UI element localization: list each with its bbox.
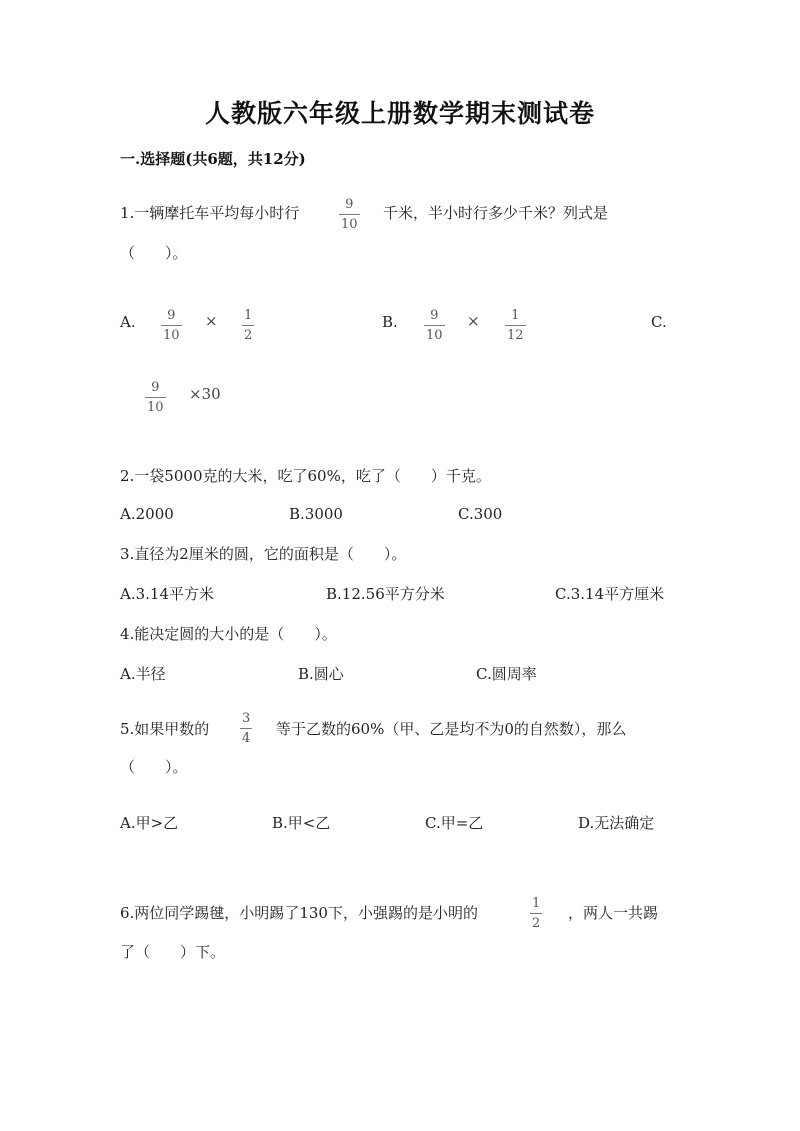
q1-option-b-label: B. bbox=[382, 313, 398, 331]
fraction-denominator: 10 bbox=[424, 325, 445, 342]
q6-text-after: ，两人一共踢 bbox=[568, 904, 659, 922]
q1-option-b-fraction-1 bbox=[424, 309, 445, 342]
fraction-denominator: 12 bbox=[505, 325, 526, 342]
q6-text-line2: 了（ ）下。 bbox=[120, 943, 226, 961]
q3-text: 3.直径为2厘米的圆，它的面积是（ ）。 bbox=[120, 545, 407, 563]
q4-option-b: B.圆心 bbox=[298, 665, 344, 683]
q1-option-c-rest: ×30 bbox=[189, 385, 221, 403]
q6-text-before: 6.两位同学踢毽，小明踢了130下，小强踢的是小明的 bbox=[120, 904, 478, 922]
q2-option-b: B.3000 bbox=[289, 505, 343, 523]
q1-option-a-label: A. bbox=[120, 313, 136, 331]
q5-option-d: D.无法确定 bbox=[578, 814, 655, 832]
q1-option-b-fraction-2 bbox=[505, 309, 526, 342]
q6-fraction-denominator: 2 bbox=[530, 913, 542, 930]
q2-text: 2.一袋5000克的大米，吃了60%，吃了（ ）千克。 bbox=[120, 467, 491, 485]
fraction-numerator: 1 bbox=[244, 308, 253, 323]
q1-text-after: 千米，半小时行多少千米？列式是 bbox=[383, 204, 609, 222]
q6-fraction bbox=[530, 897, 542, 930]
fraction-numerator: 9 bbox=[167, 308, 176, 323]
multiply-sign: × bbox=[205, 312, 218, 330]
q5-option-a: A.甲>乙 bbox=[120, 814, 179, 832]
q5-option-c: C.甲=乙 bbox=[425, 814, 484, 832]
q1-option-c-fraction bbox=[145, 381, 166, 414]
q3-option-b: B.12.56平方分米 bbox=[326, 585, 445, 603]
q2-option-c: C.300 bbox=[458, 505, 503, 523]
section-heading: 一.选择题(共6题，共12分) bbox=[120, 150, 306, 168]
fraction-denominator: 10 bbox=[161, 325, 182, 342]
q1-fraction-numerator: 9 bbox=[345, 197, 354, 212]
q5-fraction-numerator: 3 bbox=[242, 711, 251, 726]
fraction-denominator: 10 bbox=[145, 397, 166, 414]
q5-fraction-denominator: 4 bbox=[240, 728, 252, 745]
q4-text: 4.能决定圆的大小的是（ ）。 bbox=[120, 625, 337, 643]
q5-text-before: 5.如果甲数的 bbox=[120, 720, 210, 738]
q1-option-c-label: C. bbox=[651, 313, 667, 331]
page-title: 人教版六年级上册数学期末测试卷 bbox=[204, 99, 595, 128]
q5-text-after: 等于乙数的60%（甲、乙是均不为0的自然数），那么 bbox=[276, 720, 627, 738]
q5-blank: （ ）。 bbox=[120, 758, 188, 776]
q5-fraction bbox=[240, 712, 252, 745]
q1-fraction bbox=[339, 198, 360, 231]
fraction-denominator: 2 bbox=[242, 325, 254, 342]
q4-option-a: A.半径 bbox=[120, 665, 166, 683]
q1-option-a-fraction-1 bbox=[161, 309, 182, 342]
q2-option-a: A.2000 bbox=[120, 505, 174, 523]
q1-blank: （ ）。 bbox=[120, 244, 188, 262]
q3-option-a: A.3.14平方米 bbox=[120, 585, 214, 603]
q3-option-c: C.3.14平方厘米 bbox=[555, 585, 665, 603]
q4-option-c: C.圆周率 bbox=[476, 665, 537, 683]
q1-text-before: 1.一辆摩托车平均每小时行 bbox=[120, 204, 300, 222]
q6-fraction-numerator: 1 bbox=[532, 896, 541, 911]
fraction-numerator: 9 bbox=[151, 380, 160, 395]
multiply-sign: × bbox=[467, 312, 480, 330]
fraction-numerator: 1 bbox=[511, 308, 520, 323]
q1-fraction-denominator: 10 bbox=[339, 214, 360, 231]
q1-option-a-fraction-2 bbox=[242, 309, 254, 342]
q5-option-b: B.甲<乙 bbox=[272, 814, 331, 832]
fraction-numerator: 9 bbox=[430, 308, 439, 323]
